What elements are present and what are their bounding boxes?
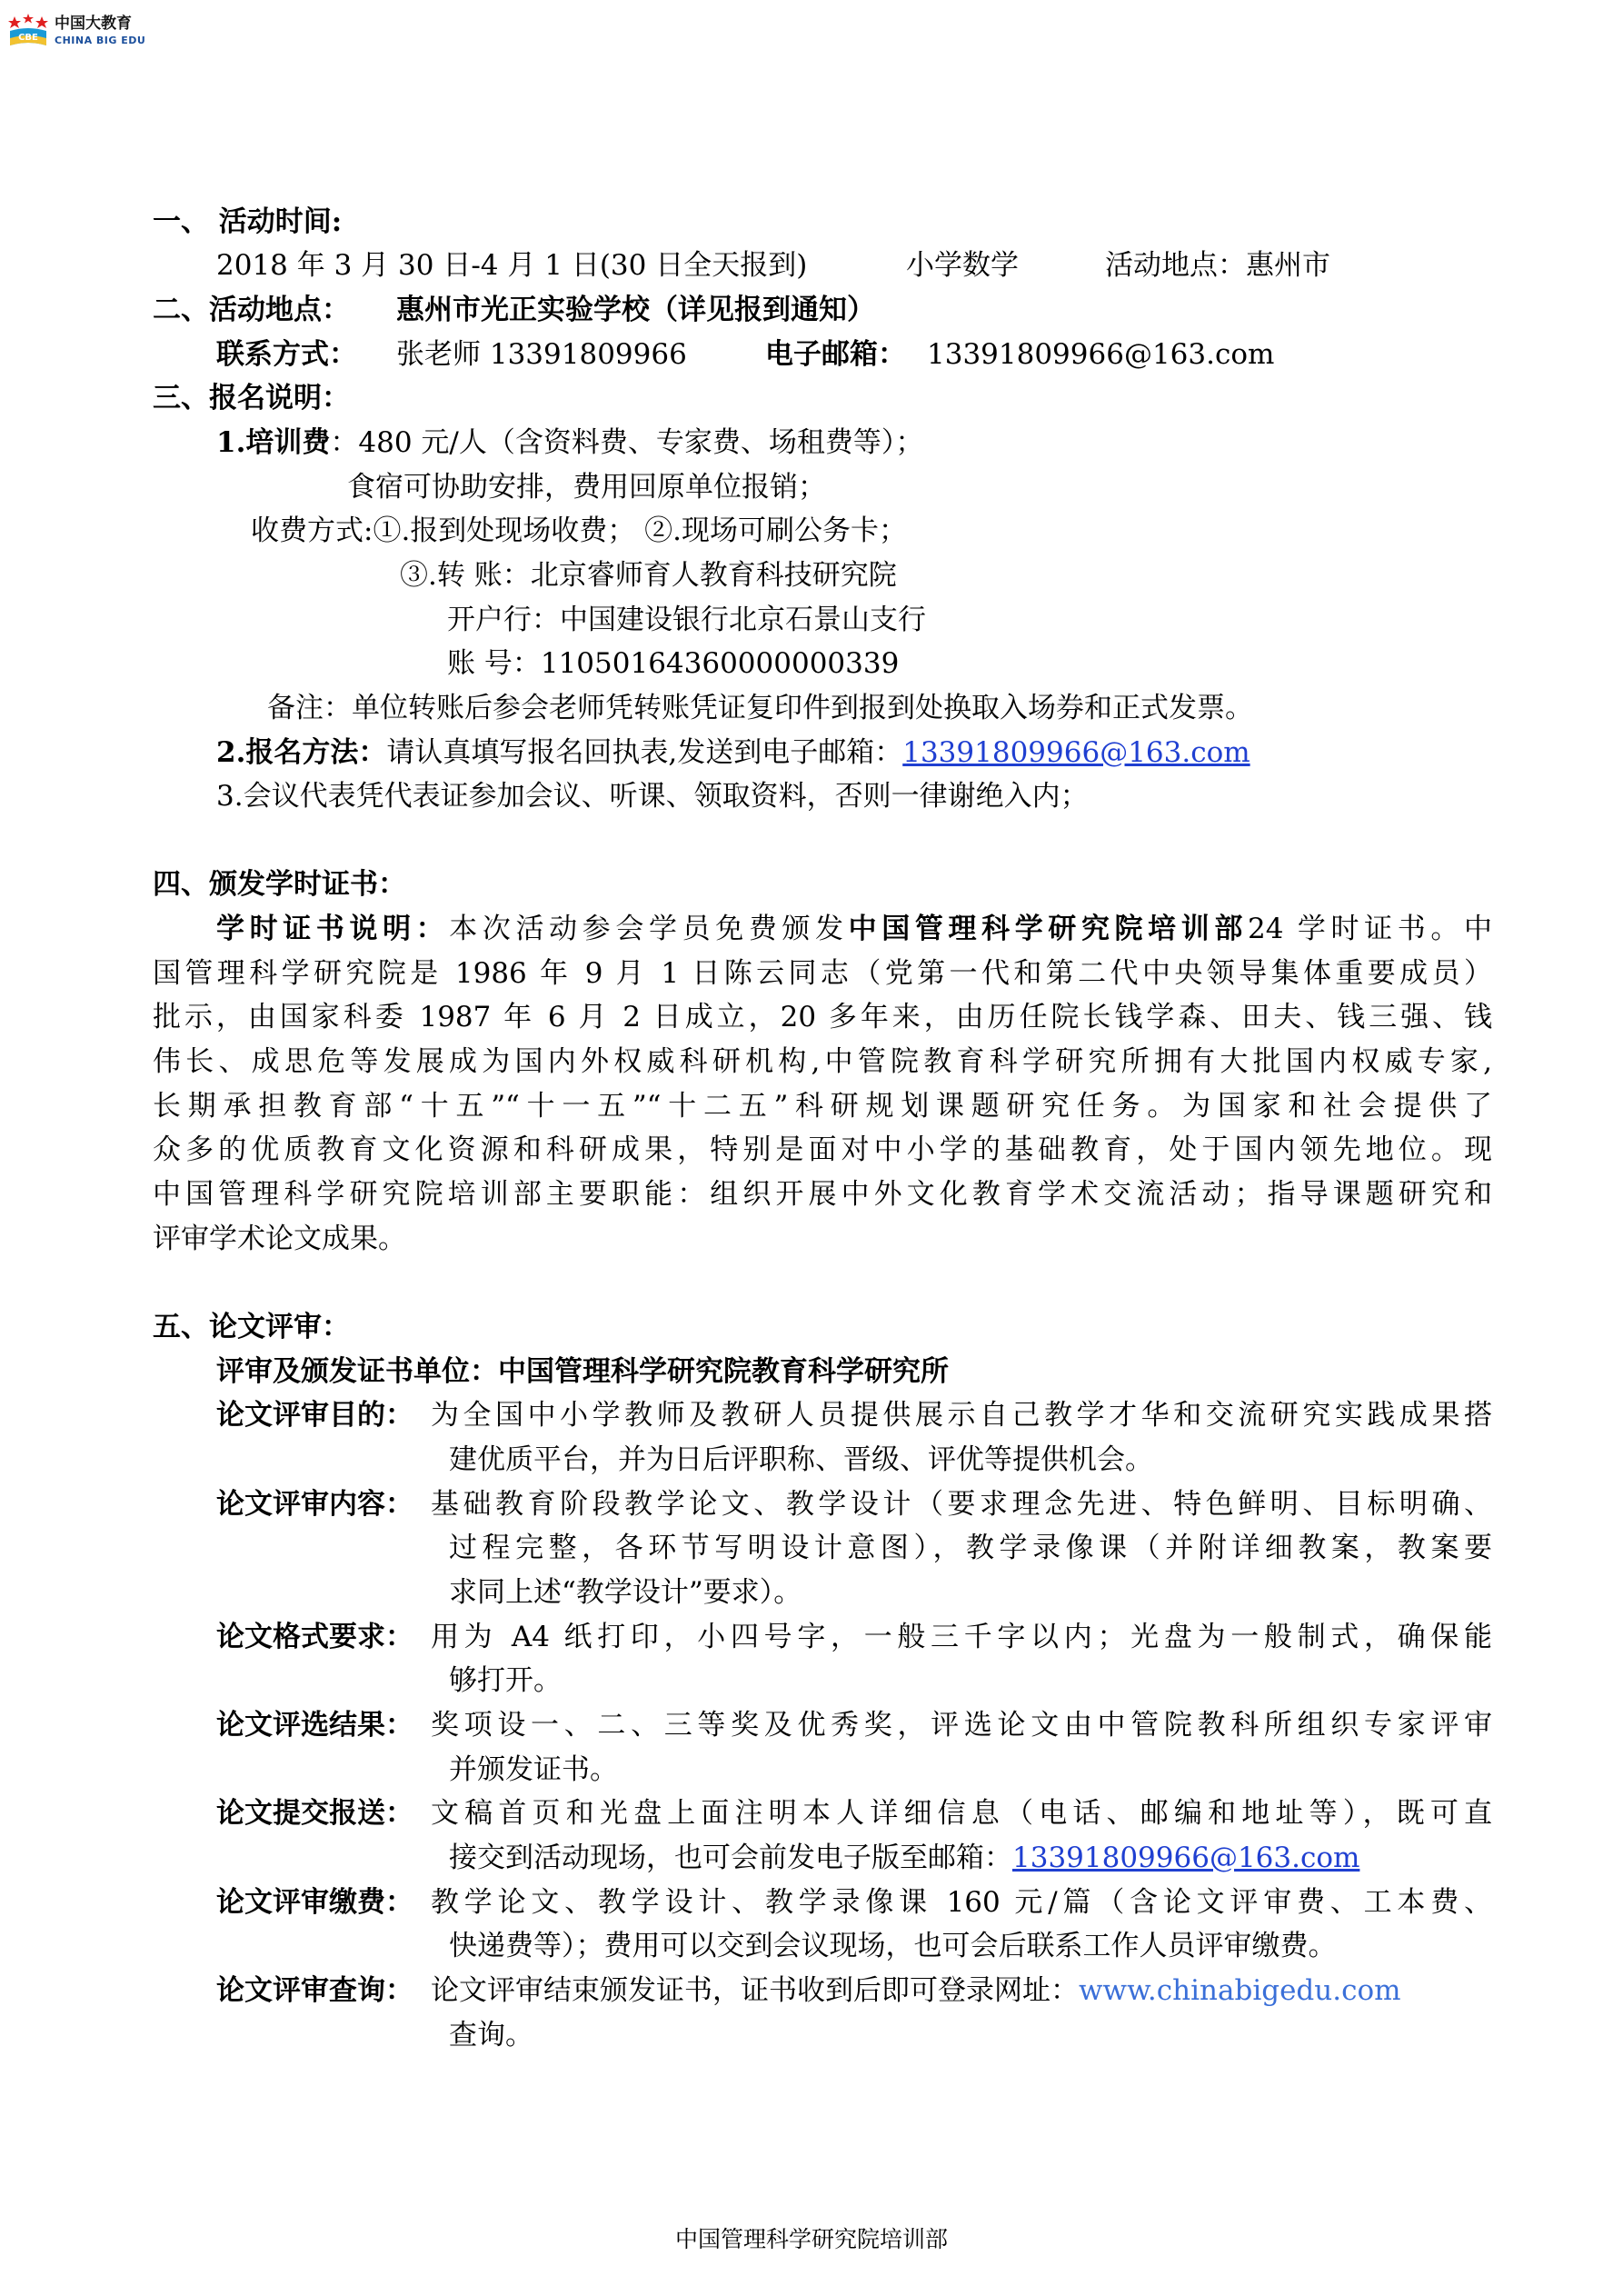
query-text-prefix: 论文评审结束颁发证书，证书收到后即可登录网址：	[431, 1974, 1079, 2007]
fee-line	[216, 424, 923, 461]
section2-heading: 二、活动地点：	[153, 294, 350, 326]
result-text-cont: 并颁发证书。	[449, 1753, 618, 1786]
content-text-end: 求同上述“教学设计”要求）。	[449, 1576, 802, 1609]
query-text-cont: 查询。	[449, 2019, 533, 2051]
logo	[7, 13, 145, 49]
result-text: 奖项设一、二、三等奖及优秀奖，评选论文由中管院教科所组织专家评审	[431, 1709, 1492, 1742]
format-text-cont: 够打开。	[449, 1664, 562, 1697]
contact-label: 联系方式：	[216, 338, 357, 371]
svg-text:CBE: CBE	[18, 33, 38, 43]
submit-text-cont	[449, 1840, 1359, 1876]
email-label: 电子邮箱：	[765, 338, 906, 371]
review-unit: 评审及颁发证书单位：中国管理科学研究院教育科学研究所	[216, 1355, 949, 1388]
fee-note: （含资料费、专家费、场租费等）；	[486, 426, 924, 459]
purpose-text: 为全国中小学教师及教研人员提供展示自己教学才华和交流研究实践成果搭	[431, 1399, 1492, 1432]
contact-email: 13391809966@163.com	[927, 338, 1275, 371]
section1-heading: 一、 活动时间:	[153, 205, 343, 238]
content-text: 基础教育阶段教学论文、教学设计（要求理念先进、特色鲜明、目标明确、	[431, 1488, 1492, 1521]
certificate-line: 长期承担教育部“十五”“十一五”“十二五”科研规划课题研究任务。为国家和社会提供了	[153, 1090, 1492, 1123]
format-label: 论文格式要求：	[216, 1621, 413, 1653]
event-subject: 小学数学	[906, 249, 1019, 282]
content-label: 论文评审内容：	[216, 1488, 413, 1521]
query-label: 论文评审查询：	[216, 1974, 413, 2007]
purpose-label: 论文评审目的：	[216, 1399, 413, 1432]
payment-transfer: ③.转 账：北京睿师育人教育科技研究院	[400, 559, 897, 592]
method-text: 请认真填写报名回执表,发送到电子邮箱：	[386, 736, 903, 769]
content-text-cont: 过程完整，各环节写明设计意图），教学录像课（并附详细教案，教案要	[449, 1532, 1492, 1564]
submit-label: 论文提交报送：	[216, 1797, 413, 1830]
section3-heading: 三、报名说明：	[153, 382, 350, 414]
payment-text: 教学论文、教学设计、教学录像课 160 元/篇（含论文评审费、工本费、	[431, 1886, 1492, 1919]
certificate-line: 国管理科学研究院是 1986 年 9 月 1 日陈云同志（党第一代和第二代中央领导集体重要成员）	[153, 957, 1492, 990]
logo-emblem-icon	[7, 13, 49, 49]
section4-heading: 四、颁发学时证书：	[153, 868, 406, 901]
certificate-line: 批示，由国家科委 1987 年 6 月 2 日成立，20 多年来，由历任院长钱学森、田夫、钱三强、钱	[153, 1001, 1492, 1033]
registration-email-link[interactable]: 13391809966@163.com	[902, 736, 1250, 769]
submit-text-prefix: 接交到活动现场，也可会前发电子版至邮箱：	[449, 1842, 1012, 1874]
website-link[interactable]: www.chinabigedu.com	[1079, 1974, 1401, 2007]
method-label: 2.报名方法：	[216, 736, 387, 769]
submit-email-link[interactable]: 13391809966@163.com	[1012, 1842, 1360, 1874]
lodging-note: 食宿可协助安排，费用回原单位报销；	[347, 471, 826, 504]
page-footer: 中国管理科学研究院培训部	[674, 2226, 948, 2252]
certificate-tail: 24 学时证书。中	[1248, 913, 1492, 945]
registration-method	[216, 734, 1250, 771]
certificate-text: 本次活动参会学员免费颁发	[449, 913, 849, 945]
bank-account: 账 号：11050164360000000339	[447, 647, 900, 680]
fee-label: 1.培训费	[216, 426, 331, 459]
logo-cn-text: 中国大教育	[55, 15, 132, 33]
event-place: 活动地点：惠州市	[1105, 249, 1330, 282]
certificate-last-line: 评审学术论文成果。	[153, 1223, 406, 1255]
fee-value: ：480 元/人	[330, 426, 487, 459]
format-text: 用为 A4 纸打印，小四号字，一般三千字以内；光盘为一般制式，确保能	[431, 1621, 1492, 1653]
payment-method: 收费方式:①.报到处现场收费； ②.现场可刷公务卡；	[251, 514, 908, 547]
venue: 惠州市光正实验学校（详见报到通知）	[396, 294, 875, 326]
attendance-rule: 3.会议代表凭代表证参加会议、听课、领取资料，否则一律谢绝入内；	[216, 780, 1089, 813]
payment-label: 论文评审缴费：	[216, 1886, 413, 1919]
event-date: 2018 年 3 月 30 日-4 月 1 日(30 日全天报到)	[216, 249, 808, 282]
purpose-text-cont: 建优质平台，并为日后评职称、晋级、评优等提供机会。	[449, 1443, 1153, 1476]
certificate-label: 学时证书说明：	[216, 913, 450, 945]
logo-en-text: CHINA BIG EDU	[55, 35, 146, 46]
payment-text-cont: 快递费等）；费用可以交到会议现场，也可会后联系工作人员评审缴费。	[449, 1930, 1337, 1962]
transfer-remark: 备注：单位转账后参会老师凭转账凭证复印件到报到处换取入场券和正式发票。	[267, 692, 1253, 724]
contact-person: 张老师 13391809966	[396, 338, 687, 371]
submit-text: 文稿首页和光盘上面注明本人详细信息（电话、邮编和地址等），既可直	[431, 1797, 1492, 1830]
certificate-line: 众多的优质教育文化资源和科研成果，特别是面对中小学的基础教育，处于国内领先地位。现	[153, 1133, 1492, 1166]
certificate-line: 伟长、成思危等发展成为国内外权威科研机构,中管院教育科学研究所拥有大批国内权威专家,	[153, 1045, 1492, 1078]
section5-heading: 五、论文评审：	[153, 1311, 350, 1343]
query-text	[431, 1972, 1401, 2009]
bank-name: 开户行：中国建设银行北京石景山支行	[447, 604, 926, 636]
certificate-lead	[216, 911, 1492, 947]
certificate-issuer: 中国管理科学研究院培训部	[848, 913, 1249, 945]
result-label: 论文评选结果：	[216, 1709, 413, 1742]
certificate-line: 中国管理科学研究院培训部主要职能：组织开展中外文化教育学术交流活动；指导课题研究和	[153, 1178, 1492, 1211]
